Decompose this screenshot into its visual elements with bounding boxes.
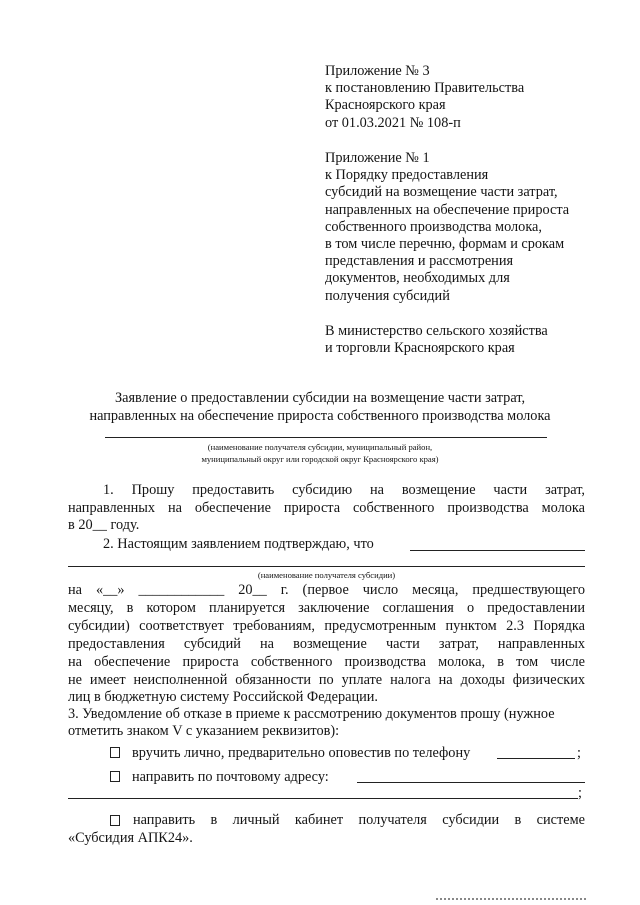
appendix1-line: представления и рассмотрения <box>325 253 514 269</box>
p3-line: 3. Уведомление об отказе в приеме к рассмотрению документов прошу (нужное <box>68 706 555 722</box>
appendix1-line: направленных на обеспечение прироста <box>325 202 570 218</box>
opt1-end: ; <box>577 745 581 761</box>
option-cabinet-label-2: «Субсидия АПК24». <box>68 830 193 846</box>
p2-intro: 2. Настоящим заявлением подтверждаю, что <box>103 536 374 552</box>
title-line: направленных на обеспечение прироста собственного производства молока <box>89 408 551 424</box>
p2-line: лиц в бюджетную систему Российской Федерации. <box>68 689 379 705</box>
phone-field[interactable] <box>497 758 575 759</box>
p2-line: не имеет неисполненной обязанности по уплате налога на доходы физических <box>68 672 585 688</box>
appendix3-line: от 01.03.2021 № 108-п <box>325 115 461 131</box>
appendix1-line: в том числе перечню, формам и срокам <box>325 236 565 252</box>
opt2-end: ; <box>578 785 582 801</box>
p1-line: направленных на обеспечение прироста собственного производства молока <box>68 500 585 516</box>
appendix3-line: к постановлению Правительства <box>325 80 525 96</box>
appendix1-line: к Порядку предоставления <box>325 167 489 183</box>
p2-line: месяцу, в котором планируется заключение соглашения о предоставлении <box>68 600 585 616</box>
p1-line: в 20__ году. <box>68 517 140 533</box>
title-line: Заявление о предоставлении субсидии на возмещение части затрат, <box>114 390 526 406</box>
p3-line: отметить знаком V с указанием реквизитов): <box>68 723 340 739</box>
p2-recipient-field[interactable] <box>410 550 585 551</box>
addressee-line: и торговли Красноярского края <box>325 340 515 356</box>
p2-line: субсидии) соответствует требованиям, предусмотренным пунктом 2.3 Порядка <box>68 618 585 634</box>
applicant-name-field[interactable] <box>105 437 547 438</box>
p1-line: 1. Прошу предоставить субсидию на возмещение части затрат, <box>103 482 585 498</box>
appendix3-line: Красноярского края <box>325 97 446 113</box>
appendix1-line: документов, необходимых для <box>325 270 510 286</box>
appendix1-line: Приложение № 1 <box>325 150 430 166</box>
p2-line: на обеспечение прироста собственного производства молока, в том числе <box>68 654 585 670</box>
appendix3-line: Приложение № 3 <box>325 63 430 79</box>
checkbox-cabinet[interactable] <box>110 815 120 826</box>
option-hand-delivery-label: вручить лично, предварительно оповестив по телефону <box>132 745 471 761</box>
appendix1-line: собственного производства молока, <box>325 219 542 235</box>
applicant-caption: (наименование получателя субсидии, муниципальный район, <box>207 442 433 452</box>
option-post-label: направить по почтовому адресу: <box>132 769 329 785</box>
checkbox-post[interactable] <box>110 771 120 782</box>
p2-caption: (наименование получателя субсидии) <box>257 570 396 580</box>
addressee-line: В министерство сельского хозяйства <box>325 323 548 339</box>
option-hand-delivery[interactable] <box>110 745 470 762</box>
option-cabinet-label: направить в личный кабинет получателя субсидии в системе <box>133 812 585 828</box>
applicant-caption: муниципальный округ или городской округ Красноярского края) <box>201 454 439 464</box>
scan-edge-mark <box>436 898 586 900</box>
checkbox-hand-delivery[interactable] <box>110 747 120 758</box>
postal-address-field-line2[interactable] <box>68 798 578 799</box>
option-post[interactable] <box>110 769 329 786</box>
p2-recipient-field-line2[interactable] <box>68 566 585 567</box>
appendix1-line: субсидий на возмещение части затрат, <box>325 184 558 200</box>
postal-address-field[interactable] <box>357 782 585 783</box>
appendix1-line: получения субсидий <box>325 288 450 304</box>
p2-date-line[interactable]: на «__» ____________ 20__ г. (первое число месяца, предшествующего <box>68 582 585 598</box>
p2-line: предоставления субсидий на возмещение части затрат, направленных <box>68 636 585 652</box>
